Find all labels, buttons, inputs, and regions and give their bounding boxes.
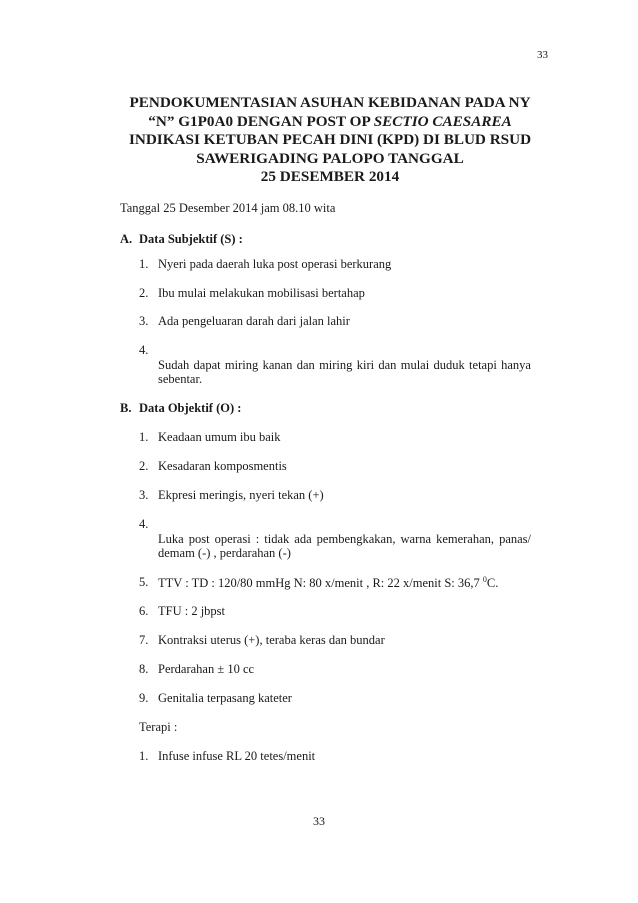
date-line: Tanggal 25 Desember 2014 jam 08.10 wita [120, 201, 336, 215]
list-item [139, 691, 531, 706]
list-item-number: 1. [139, 749, 149, 763]
list-item-text: Infuse infuse RL 20 tetes/menit [158, 749, 316, 763]
list-item-number: 1. [139, 257, 149, 271]
list-item [139, 314, 531, 329]
word: pembengkakan, [316, 532, 396, 546]
list-item [139, 459, 531, 474]
word: dapat [193, 358, 221, 372]
word: miring [224, 358, 259, 372]
list-item-text [158, 358, 531, 373]
list-item-number: 1. [139, 430, 149, 444]
section-a-heading [120, 232, 243, 247]
word: miring [319, 358, 353, 372]
list-item-text: Kesadaran komposmentis [158, 459, 287, 473]
word: Sudah [158, 358, 190, 372]
title-line-2-plain: “N” G1P0A0 DENGAN POST OP [148, 112, 374, 130]
list-item [139, 575, 531, 590]
list-item [139, 633, 531, 648]
title-line-2-italic: SECTIO CAESAREA [373, 112, 512, 130]
word: warna [400, 532, 432, 546]
page-number-top: 33 [537, 49, 548, 61]
word: operasi [214, 532, 251, 546]
list-item [139, 257, 531, 272]
list-item [139, 604, 531, 619]
word: : [255, 532, 260, 546]
list-item-number: 2. [139, 286, 149, 300]
section-b-heading [120, 401, 241, 416]
therapy-label: Terapi : [139, 720, 178, 734]
list-item-number: 6. [139, 604, 149, 618]
list-item-continuation: demam (-) , perdarahan (-) [158, 546, 291, 560]
list-item-text: Perdarahan ± 10 cc [158, 662, 255, 676]
list-item-text: Kontraksi uterus (+), teraba keras dan bundar [158, 633, 385, 647]
section-b-letter: B. [120, 401, 132, 415]
list-item-continuation: sebentar. [158, 372, 203, 386]
list-item-number: 4. [139, 517, 149, 531]
word: kemerahan, [436, 532, 495, 546]
list-item-text: Ekpresi meringis, nyeri tekan (+) [158, 488, 324, 502]
list-item-text: Nyeri pada daerah luka post operasi berkurang [158, 257, 392, 271]
list-item-number: 5. [139, 575, 149, 589]
list-item [139, 343, 531, 372]
word: mulai [400, 358, 430, 372]
word: dan [296, 358, 315, 372]
word: ada [294, 532, 312, 546]
title-line-4: SAWERIGADING PALOPO TANGGAL [196, 149, 464, 167]
title-line-1: PENDOKUMENTASIAN ASUHAN KEBIDANAN PADA NY [129, 94, 531, 111]
list-item-text [158, 575, 498, 591]
list-item [139, 430, 531, 445]
title-line-5: 25 DESEMBER 2014 [260, 168, 400, 186]
title-line-2 [110, 113, 550, 132]
list-item-text: Genitalia terpasang kateter [158, 691, 292, 705]
vitals-text: TTV : TD : 120/80 mmHg N: 80 x/menit , R: 22 x/menit S: 36,7 [158, 576, 483, 591]
word: tetapi [469, 358, 497, 372]
word: kanan [262, 358, 293, 372]
list-item-number: 3. [139, 314, 149, 328]
list-item-number: 9. [139, 691, 149, 705]
list-item-number: 7. [139, 633, 149, 647]
word: tidak [264, 532, 290, 546]
list-item-text: TFU : 2 jbpst [158, 604, 226, 618]
word: hanya [501, 358, 531, 372]
word: kiri [356, 358, 375, 372]
list-item-text: Ada pengeluaran darah dari jalan lahir [158, 314, 350, 328]
list-item-number: 8. [139, 662, 149, 676]
page-number-bottom: 33 [313, 814, 325, 828]
list-item-number: 4. [139, 343, 149, 357]
word: duduk [433, 358, 465, 372]
list-item-number: 3. [139, 488, 149, 502]
section-b-heading-text: Data Objektif (O) : [139, 401, 242, 415]
degree-superscript: 0 [482, 575, 487, 584]
word: panas/ [499, 532, 531, 546]
list-item [139, 662, 531, 677]
list-item [139, 286, 531, 301]
list-item-text [158, 532, 531, 547]
list-item [139, 488, 531, 503]
word: post [188, 532, 210, 546]
word: Luka [158, 532, 184, 546]
section-a-heading-text: Data Subjektif (S) : [139, 232, 243, 246]
word: dan [378, 358, 397, 372]
list-item-text: Keadaan umum ibu baik [158, 430, 281, 444]
title-line-3: INDIKASI KETUBAN PECAH DINI (KPD) DI BLUD RSUD [128, 131, 532, 149]
section-a-letter: A. [120, 232, 133, 246]
document-title [110, 94, 550, 187]
list-item-number: 2. [139, 459, 149, 473]
list-item [139, 749, 531, 764]
list-item-text: Ibu mulai melakukan mobilisasi bertahap [158, 286, 365, 300]
list-item [139, 517, 531, 546]
vitals-unit: C. [486, 576, 499, 591]
